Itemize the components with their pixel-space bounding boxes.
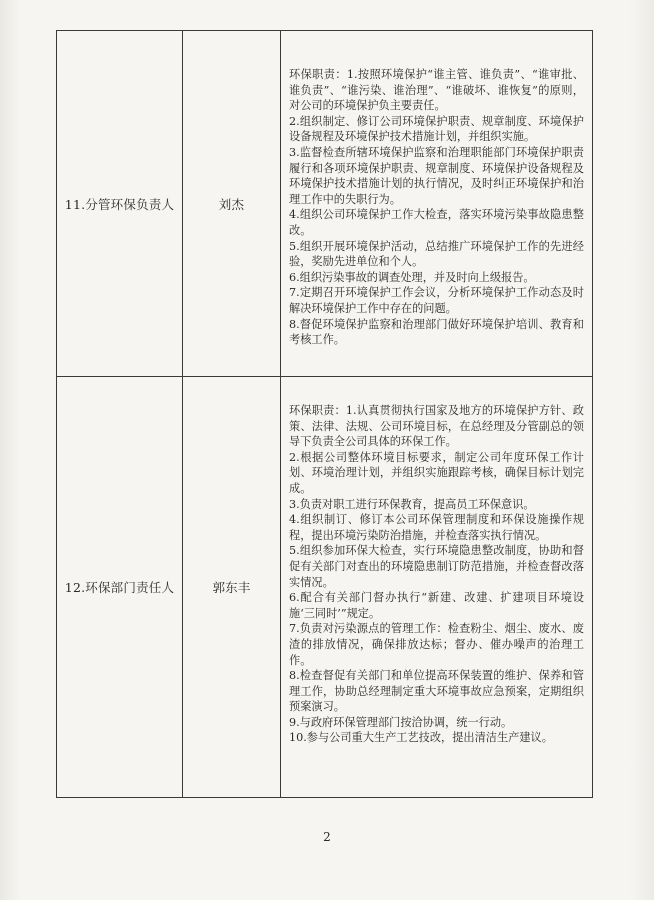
duties-cell [281,377,593,798]
duty-line: 环保职责：1.认真贯彻执行国家及地方的环境保护方针、政策、法律、法规、公司环境目标，在总经理及分管副总的领导下负责全公司具体的环保工作。 [289,404,584,449]
duty-line: 3.监督检查所辖环境保护监察和治理职能部门环境保护职责履行和各项环境保护职责、规章制度、环境保护设备规程及环境保护技术措施计划的执行情况，及时纠正环境保护和治理工作中的失职行为。 [289,145,584,206]
role-cell: 11.分管环保负责人 [57,31,183,377]
duty-line: 7.定期召开环境保护工作会议，分析环境保护工作动态及时解决环境保护工作中存在的问题。 [289,286,584,315]
duties-cell [281,31,593,377]
duty-line: 9.与政府环保管理部门按洽协调，统一行动。 [289,715,513,729]
table-row [57,31,593,377]
duty-line: 8.检查督促有关部门和单位提高环保装置的维护、保养和管理工作，协助总经理制定重大环境事故应急预案，定期组织预案演习。 [289,669,584,714]
responsibility-table [56,30,593,798]
duty-line: 7.负责对污染源点的管理工作：检查粉尘、烟尘、废水、废渣的排放情况，确保排放达标；督办、催办噪声的治理工作。 [289,622,584,667]
duty-line: 3.负责对职工进行环保教育，提高员工环保意识。 [289,497,535,511]
duty-line: 2.根据公司整体环境目标要求，制定公司年度环保工作计划、环境治理计划，并组织实施跟踪考核，确保目标计划完成。 [289,450,584,495]
person-cell: 刘杰 [183,31,281,377]
table-row [57,377,593,798]
person-cell: 郭东丰 [183,377,281,798]
duty-line: 环保职责：1.按照环境保护“谁主管、谁负责”、“谁审批、谁负责”、“谁污染、谁治理”、“谁破坏、谁恢复”的原则，对公司的环境保护负主要责任。 [289,68,584,113]
duty-line: 6.配合有关部门督办执行“新建、改建、扩建项目环境设施‘三同时’”规定。 [289,591,584,620]
duty-line: 4.组织制订、修订本公司环保管理制度和环保设施操作规程，提出环境污染防治措施，并检查落实执行情况。 [289,513,584,542]
duty-line: 5.组织参加环保大检查，实行环境隐患整改制度，协助和督促有关部门对查出的环境隐患制订防范措施，并检查督改落实情况。 [289,544,584,589]
duty-line: 2.组织制定、修订公司环境保护职责、规章制度、环境保护设备规程及环境保护技术措施计划，并组织实施。 [289,114,584,144]
duty-line: 8.督促环境保护监察和治理部门做好环境保护培训、教育和考核工作。 [289,317,584,347]
duty-line: 4.组织公司环境保护工作大检查，落实环境污染事故隐患整改。 [289,208,584,237]
role-cell: 12.环保部门责任人 [57,377,183,798]
duty-line: 5.组织开展环境保护活动，总结推广环境保护工作的先进经验，奖励先进单位和个人。 [289,239,584,269]
duty-line: 10.参与公司重大生产工艺技改，提出清洁生产建议。 [289,731,553,745]
page-number: 2 [323,830,331,844]
duty-line: 6.组织污染事故的调查处理，并及时向上级报告。 [289,270,535,284]
